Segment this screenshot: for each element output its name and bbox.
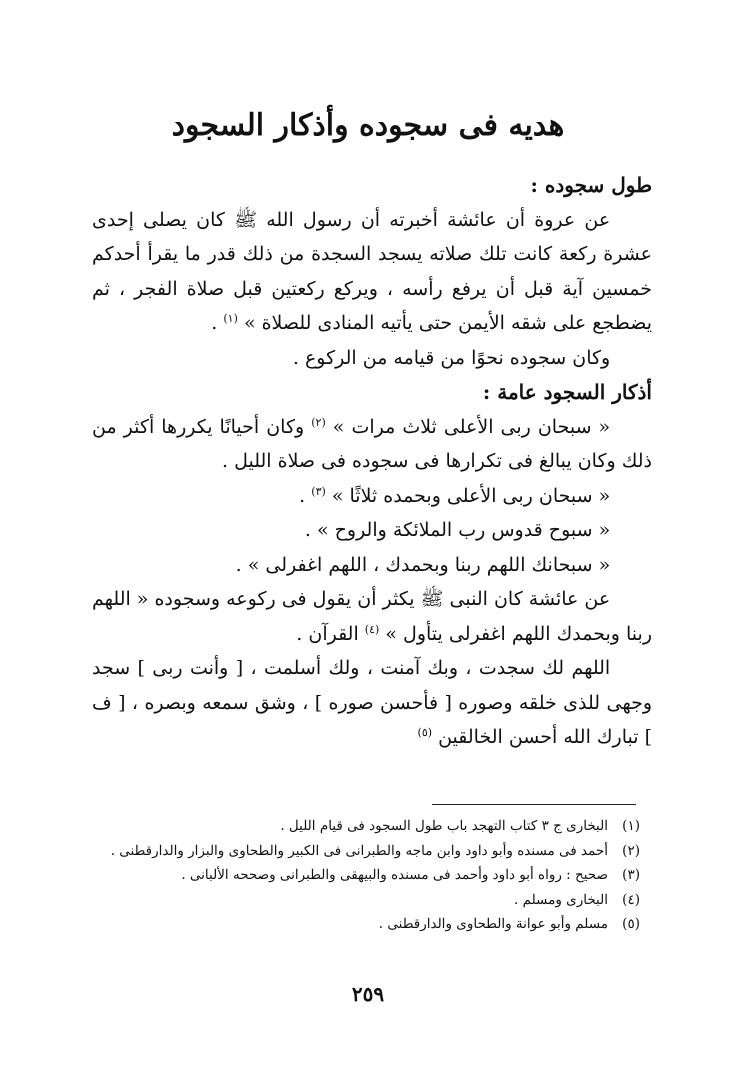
heading-prostration-length: طول سجوده :	[530, 173, 652, 197]
dhikr-text: اللهم لك سجدت ، وبك آمنت ، ولك أسلمت ، [ وأنت ربى ] سجد وجهى للذى خلقه وصوره [ فأحسن صوره ] ، وشق سمعه وبصره ، [ ف ] تبارك الله أحسن الخالقين	[92, 657, 652, 748]
footnote-number: (١)	[622, 818, 640, 834]
page-title: هديه فى سجوده وأذكار السجود	[171, 108, 565, 143]
footnote-divider	[432, 804, 636, 805]
paragraph-text: وكان أحيانًا يكررها أكثر من ذلك وكان يبالغ فى تكرارها فى سجوده فى صلاة الليل .	[92, 415, 652, 472]
paragraph-aisha-hadith	[92, 203, 652, 341]
paragraph-text: عن عروة أن عائشة أخبرته أن رسول الله ﷺ كان يصلى إحدى عشرة ركعة كانت تلك صلاته يسجد السجدة من ذلك قدر ما يقرأ أحدكم خمسين آية قبل أن يرفع رأسه ، ويركع ركعتين قبل صلاة الفجر ، ثم يضطجع على شقه الأيمن حتى يأتيه المنادى للصلاة »	[92, 208, 652, 334]
footnote-item	[80, 888, 640, 913]
footnote-number: (٥)	[622, 916, 640, 932]
footnote-number: (٤)	[622, 891, 640, 908]
footnote-number: (٣)	[622, 867, 640, 883]
footnote-ref-5: (٥)	[417, 726, 433, 739]
paragraph-wa-bihamdih	[92, 479, 652, 514]
footnote-text: البخارى ج ٣ كتاب التهجد باب طول السجود فى قيام الليل .	[280, 818, 608, 834]
paragraph-subbuh-quddus: « سبوح قدوس رب الملائكة والروح » .	[304, 519, 611, 541]
paragraph-prostration-duration: وكان سجوده نحوًا من قيامه من الركوع .	[292, 346, 611, 369]
footnote-text: مسلم وأبو عوانة والطحاوى والدارقطنى .	[378, 916, 608, 932]
footnote-ref-1: (١)	[223, 312, 238, 325]
footnotes	[80, 814, 640, 937]
paragraph-allahumma-laka	[92, 651, 652, 755]
page-number: ٢٥٩	[351, 982, 385, 1006]
paragraph-end: .	[299, 484, 312, 507]
footnote-text: صحيح : رواه أبو داود وأحمد فى مسنده والبيهقى والطبرانى وصححه الألبانى .	[181, 867, 608, 883]
paragraph-end: .	[211, 312, 224, 334]
footnote-item	[80, 814, 640, 839]
main-text	[92, 168, 652, 755]
footnote-item	[80, 863, 640, 888]
heading-general-dhikr: أذكار السجود عامة :	[482, 380, 652, 404]
footnote-number: (٢)	[622, 842, 640, 859]
paragraph-text: عن عائشة كان النبى ﷺ يكثر أن يقول فى ركوعه وسجوده « اللهم ربنا وبحمدك اللهم اغفرلى يتأول »	[92, 588, 652, 645]
footnote-item	[80, 839, 640, 864]
footnote-ref-2: (٢)	[311, 415, 326, 429]
paragraph-subhanaka: « سبحانك اللهم ربنا وبحمدك ، اللهم اغفرلى » .	[235, 553, 611, 576]
dhikr-text: « سبحان ربى الأعلى وبحمده ثلاثًا »	[331, 484, 611, 507]
paragraph-subhan-rabbi	[92, 410, 652, 479]
dhikr-text: « سبحان ربى الأعلى ثلاث مرات »	[332, 415, 611, 438]
footnote-ref-4: (٤)	[364, 622, 380, 636]
paragraph-aisha-quran	[92, 582, 652, 651]
footnote-item	[80, 912, 640, 937]
footnote-text: البخارى ومسلم .	[514, 891, 608, 908]
footnote-text: أحمد فى مسنده وأبو داود وابن ماجه والطبرانى فى الكبير والطحاوى والبزار والدارقطنى .	[110, 842, 608, 859]
paragraph-end: القرآن .	[296, 622, 365, 645]
footnote-ref-3: (٣)	[311, 484, 326, 498]
